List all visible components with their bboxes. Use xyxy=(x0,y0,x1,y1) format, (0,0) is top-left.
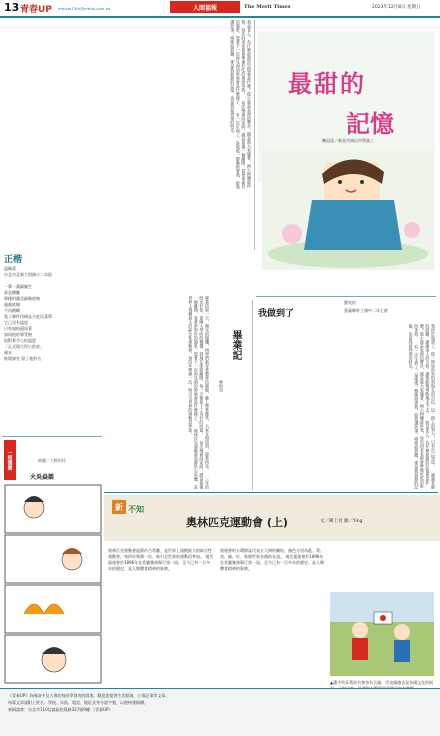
news-para-2: 現代奧運會於1896年在希臘雅典舉行第一屆，至今已有一百多年的歷史，是人類體育精神的象徵。 xyxy=(108,554,214,571)
done-para-4: 有一次生病了，是媽媽一整晚陪著我，給我講故事，唱歌給我聽，那是我最甜的記憶，也是我最珍惜的時光。 xyxy=(408,324,420,489)
poem-line: 不再模糊 xyxy=(4,308,20,313)
section-divider xyxy=(256,296,436,297)
article-title-done: 我做到了 xyxy=(258,309,295,319)
newspaper-english-name: The Merit Times xyxy=(244,4,291,10)
poem-line: 「正式場合得公的真」 xyxy=(4,344,44,349)
poem-title: 正楷 xyxy=(4,255,23,265)
main-article-para-1: 我是老么，為什麼最甜的記憶會是什麼？從小就是家裡的寶貝，總是被大家寵著，阿公阿嬤最疼我，每次回老家都會準備好吃的東西等我。 xyxy=(241,20,252,188)
main-title-line-1: 最甜的 xyxy=(288,70,366,98)
grad-para-2: 三年的時光好快，從剛入學時的懵懂，到現在即將離開，每一天都留下了美好的回憶。 xyxy=(199,296,210,489)
poem-line: 一筆一畫細膩生 xyxy=(4,284,32,289)
issue-date: 2023年12月8日 星期五 xyxy=(372,5,421,10)
poem-line: 它已沒有溫度 xyxy=(4,320,28,325)
news-column-1 xyxy=(108,548,214,684)
footer-line: 每篇文章請附上姓名、學校、年級、電話、地址及身分證字號，以便核發稿酬。 xyxy=(8,700,148,705)
article-author-done: 劉亮佑 xyxy=(344,300,356,305)
news-tag-unknown: 不知 xyxy=(128,505,144,514)
footer-text xyxy=(8,692,434,713)
poem-line: 垂直橫撇 xyxy=(4,290,20,295)
news-para-3: 奧運會的五環標誌代表五大洲的團結，顏色分別為藍、黃、黑、綠、紅，象徵世界各國的友誼。 xyxy=(220,548,324,559)
comic-title: 火炎焱燚 xyxy=(30,474,55,481)
main-article-para-2: 每次聚會回家時，總是最後一個離開，看著車窗外的風景，想著下一次再見面的時候會是什麼樣子。 xyxy=(235,20,247,189)
poem-line: 如同他的筆受窗 xyxy=(4,332,32,337)
comic-panels xyxy=(4,484,102,684)
main-article-body xyxy=(6,20,252,190)
footer-line: 來稿請寄：台北市110信義區松隆路327號9樓 《青春UP》 xyxy=(8,707,113,712)
poem-line: 處處底線 xyxy=(4,302,20,307)
news-title: 奧林匹克運動會 (上) xyxy=(186,516,288,529)
grad-para-1: 畢業的那一天，陽光很燦爛，同學們都穿著整齊的制服，臉上帶著微笑，大家互相道別，說著再見。 xyxy=(205,296,210,472)
main-article-author: 陳冠廷／新北市南山中學高三 xyxy=(322,138,374,143)
article-body-done xyxy=(258,324,436,490)
poem-line: 那樣的優美細緻底線 xyxy=(4,296,40,301)
main-article-para-3: 有一次生病了，是媽媽一整晚陪著我，給我講故事，唱歌給我聽，那是我最甜的記憶，也是我最珍惜的時光。 xyxy=(230,20,241,189)
column-divider xyxy=(254,20,255,250)
poem-line: 電子郵件印刷品小吃店菜單 xyxy=(4,314,52,319)
article-title-graduation: 畢業記 xyxy=(230,330,241,360)
news-byline: 文／陳上君 圖／Ying xyxy=(320,519,363,524)
news-column-2 xyxy=(220,548,324,684)
done-para-2: 謝謝老師的鼓勵，謝謝家人的支持，讓我能夠勇敢地走下去。 xyxy=(425,324,436,489)
news-photo-caption: ▲選手所穿著的衣物各有含義，代表國旗也是各國文化的展 xyxy=(330,680,434,685)
poem-line: 只有規格還留著 xyxy=(4,326,32,331)
section-title: 青春UP xyxy=(20,5,52,15)
poem-line: 依附著手心的溫度 xyxy=(4,338,36,343)
grad-para-3: 每次聚會回家時，總是最後一個離開，看著車窗外的風景，想著下一次再見面的時候會是什麼樣子。 xyxy=(193,296,205,489)
comic-divider xyxy=(2,436,102,437)
article-body-graduation xyxy=(60,296,210,490)
poem-line: 歲末 xyxy=(4,350,12,355)
column-divider xyxy=(252,300,253,490)
news-divider xyxy=(104,492,438,493)
footer-line: 《青春UP》為國高中及大專院校同學發表的園地，歡迎您提供生活點滴、心情記事等文章。 xyxy=(8,693,170,698)
comic-label: 一格漫畫 xyxy=(4,440,16,480)
poem-line: 推開課室 留了他的名 xyxy=(4,356,42,361)
article-author-graduation: 林柏昱 xyxy=(219,380,224,392)
done-para-1: 我終於做到了，從一開始的害怕到現在的自信，這一路上的努力，只有自己知道。 xyxy=(431,324,436,468)
poem-author: 溫佩柔 xyxy=(4,266,16,271)
news-tag-new: 新 xyxy=(112,500,126,514)
main-illustration xyxy=(262,150,434,270)
main-title-line-2: 記憶 xyxy=(346,110,394,138)
grad-para-4: 奧林匹克運動會起源於古希臘，是世界上規模最大的綜合性運動會，每四年舉辦一次，吸引全世界的運動員參加。 xyxy=(188,296,199,489)
news-para-1: 奧林匹克運動會起源於古希臘，是世界上規模最大的綜合性運動會，每四年舉辦一次，吸引全世界的運動員參加。 xyxy=(108,548,212,559)
newspaper-logo: 人間福報 xyxy=(170,1,240,13)
done-para-3: 我是老么，為什麼最甜的記憶會是什麼？從小就是家裡的寶貝，總是被大家寵著，阿公阿嬤最疼我，每次回老家都會準備好吃的東西等我。 xyxy=(414,324,431,488)
section-email: mtnstn13th@mtnts.com.tw xyxy=(58,6,111,11)
poem-school: 台北市北新大明國小二年級 xyxy=(4,272,52,277)
news-para-4: 現代奧運會於1896年在希臘雅典舉行第一屆，至今已有一百多年的歷史，是人類體育精神的象徵。 xyxy=(220,554,324,571)
article-school-done: 嘉義縣朴子國中二年七班 xyxy=(344,308,388,313)
poem-lines xyxy=(4,284,58,362)
page-number: 13 xyxy=(4,1,20,14)
comic-credit: 繪圖／大畔柯托 xyxy=(38,458,66,463)
news-illustration xyxy=(330,592,434,676)
